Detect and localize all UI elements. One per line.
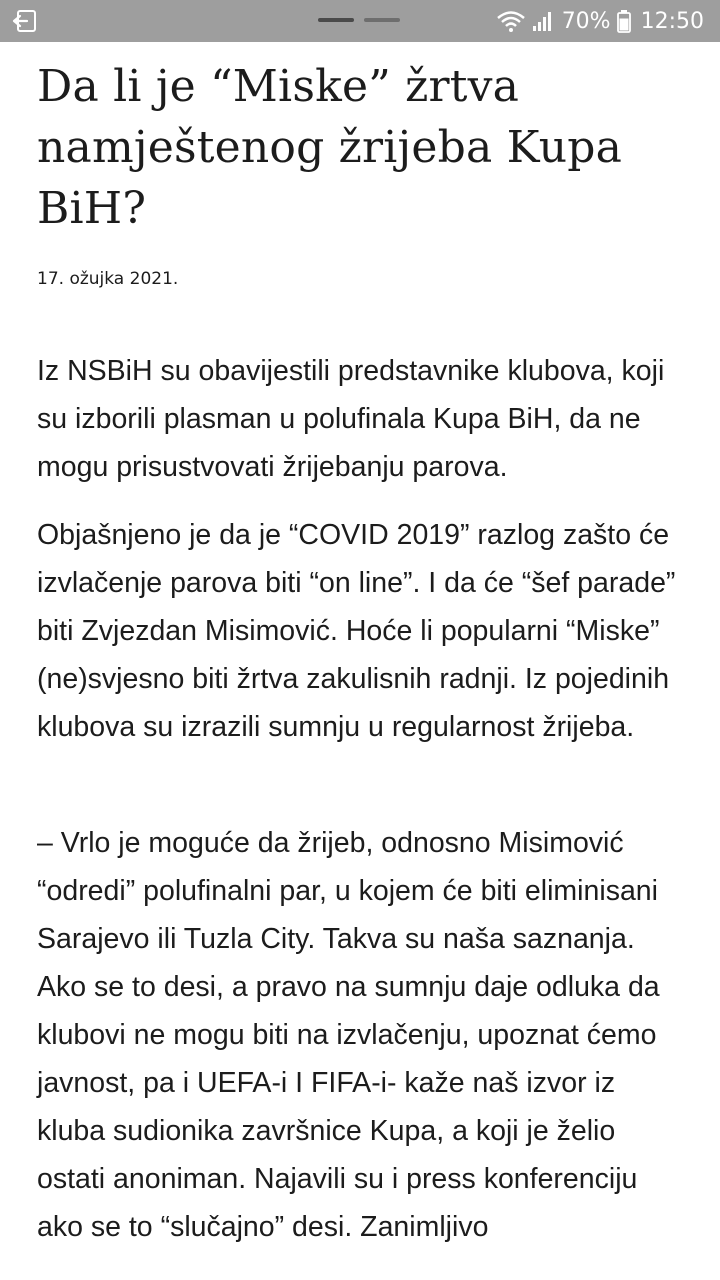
wifi-icon bbox=[496, 9, 526, 33]
status-bar bbox=[0, 0, 720, 42]
status-indicators bbox=[496, 0, 704, 42]
status-clock: 12:50 bbox=[640, 8, 704, 34]
battery-icon bbox=[617, 9, 631, 33]
article-date: 17. ožujka 2021. bbox=[37, 269, 179, 289]
article bbox=[37, 42, 687, 1251]
signal-icon bbox=[532, 10, 554, 32]
article-title: Da li je “Miske” žrtva namještenog žrijeba Kupa BiH? bbox=[37, 61, 623, 234]
nav-handle-light bbox=[364, 18, 400, 22]
article-paragraph: – Vrlo je moguće da žrijeb, odnosno Misimović “odredi” polufinalni par, u kojem će biti eliminisani Sarajevo ili Tuzla City. Takva su naša saznanja. Ako se to desi, a pravo na sumnju daje odluka da klubovi ne mogu biti na izvlačenju, upoznat ćemo javnost, pa i UEFA-i I FIFA-i- kaže naš izvor iz kluba sudionika završnice Kupa, a koji je želio ostati anoniman. Najavili su i press konferenciju ako se to “slučajno” desi. Zanimljivo bbox=[37, 827, 660, 1243]
article-paragraph: Objašnjeno je da je “COVID 2019” razlog zašto će izvlačenje parova biti “on line”. I da će “šef parade” biti Zvjezdan Misimović. Hoće li popularni “Miske” (ne)svjesno biti žrtva zakulisnih radnji. Iz pojedinih klubova su izrazili sumnju u regularnost žrijeba. bbox=[37, 519, 676, 743]
nav-handle-dark bbox=[318, 18, 354, 22]
article-paragraph: Iz NSBiH su obavijestili predstavnike klubova, koji su izborili plasman u polufinala Kupa BiH, da ne mogu prisustvovati žrijebanju parova. bbox=[37, 355, 665, 483]
article-body bbox=[37, 347, 687, 1251]
back-arrow-icon[interactable] bbox=[12, 8, 38, 34]
battery-percent: 70% bbox=[561, 8, 611, 34]
